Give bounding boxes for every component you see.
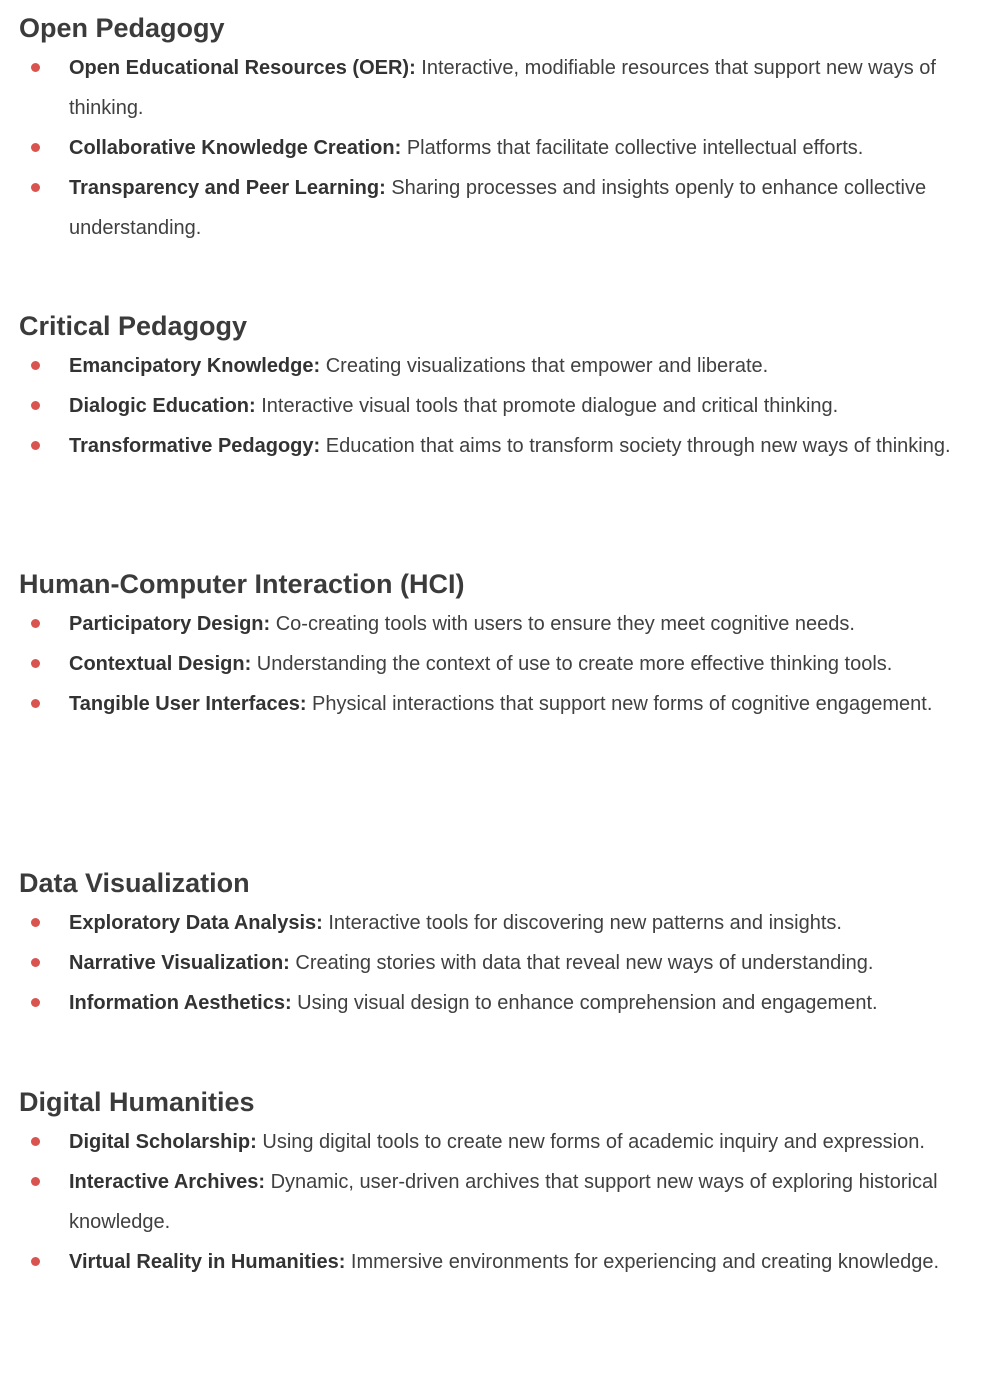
item-text: Creating stories with data that reveal new ways of understanding. <box>289 952 874 974</box>
section-title: Human-Computer Interaction (HCI) <box>19 569 465 599</box>
item-term: Contextual Design: <box>69 653 252 675</box>
item-term: Open Educational Resources (OER): <box>69 57 416 79</box>
item-term: Information Aesthetics: <box>69 992 292 1014</box>
list-item <box>19 128 968 168</box>
item-text: Creating visualizations that empower and liberate. <box>320 355 769 377</box>
list-item <box>19 983 968 1023</box>
list-item <box>19 168 968 248</box>
bullet-icon <box>31 401 40 410</box>
bullet-list <box>19 346 968 466</box>
bullet-icon <box>31 183 40 192</box>
bullet-icon <box>31 441 40 450</box>
list-item <box>19 346 968 386</box>
item-text: Sharing processes and insights openly to enhance collective understanding. <box>69 177 927 239</box>
list-item <box>19 684 968 724</box>
section-title: Open Pedagogy <box>19 13 225 43</box>
list-item <box>19 943 968 983</box>
item-text: Interactive, modifiable resources that support new ways of thinking. <box>69 57 936 119</box>
list-item <box>19 48 968 128</box>
list-item <box>19 604 968 644</box>
bullet-icon <box>31 699 40 708</box>
item-text: Physical interactions that support new forms of cognitive engagement. <box>306 693 933 715</box>
list-item <box>19 386 968 426</box>
section-digital-humanities <box>19 1082 968 1282</box>
item-term: Interactive Archives: <box>69 1171 266 1193</box>
item-text: Education that aims to transform society through new ways of thinking. <box>320 435 951 457</box>
bullet-list <box>19 48 968 248</box>
list-item <box>19 1242 968 1282</box>
section-title: Critical Pedagogy <box>19 311 248 341</box>
item-term: Emancipatory Knowledge: <box>69 355 321 377</box>
item-text: Platforms that facilitate collective intellectual efforts. <box>401 137 864 159</box>
bullet-list <box>19 903 968 1023</box>
item-text: Interactive visual tools that promote dialogue and critical thinking. <box>255 395 839 417</box>
bullet-icon <box>31 63 40 72</box>
list-item <box>19 903 968 943</box>
bullet-icon <box>31 1177 40 1186</box>
section-title: Digital Humanities <box>19 1087 255 1117</box>
bullet-list <box>19 1122 968 1282</box>
list-item <box>19 644 968 684</box>
list-item <box>19 1122 968 1162</box>
section-hci <box>19 564 968 863</box>
item-term: Dialogic Education: <box>69 395 256 417</box>
item-term: Transformative Pedagogy: <box>69 435 321 457</box>
list-item <box>19 1162 968 1242</box>
bullet-icon <box>31 659 40 668</box>
item-text: Interactive tools for discovering new patterns and insights. <box>322 912 842 934</box>
item-term: Collaborative Knowledge Creation: <box>69 137 402 159</box>
item-term: Digital Scholarship: <box>69 1131 257 1153</box>
bullet-icon <box>31 918 40 927</box>
item-term: Narrative Visualization: <box>69 952 290 974</box>
item-term: Virtual Reality in Humanities: <box>69 1251 346 1273</box>
item-text: Understanding the context of use to create more effective thinking tools. <box>251 653 893 675</box>
section-data-visualization <box>19 863 968 1082</box>
bullet-icon <box>31 1257 40 1266</box>
item-text: Dynamic, user-driven archives that support new ways of exploring historical knowledge. <box>69 1171 938 1233</box>
bullet-list <box>19 604 968 724</box>
list-item <box>19 426 968 466</box>
item-term: Tangible User Interfaces: <box>69 693 307 715</box>
item-term: Exploratory Data Analysis: <box>69 912 323 934</box>
item-term: Participatory Design: <box>69 613 271 635</box>
bullet-icon <box>31 1137 40 1146</box>
section-open-pedagogy <box>19 8 968 306</box>
item-text: Immersive environments for experiencing and creating knowledge. <box>345 1251 940 1273</box>
bullet-icon <box>31 361 40 370</box>
item-text: Co-creating tools with users to ensure they meet cognitive needs. <box>270 613 855 635</box>
item-text: Using visual design to enhance comprehension and engagement. <box>291 992 878 1014</box>
bullet-icon <box>31 619 40 628</box>
item-text: Using digital tools to create new forms of academic inquiry and expression. <box>256 1131 925 1153</box>
section-title: Data Visualization <box>19 868 250 898</box>
bullet-icon <box>31 998 40 1007</box>
section-critical-pedagogy <box>19 306 968 564</box>
item-term: Transparency and Peer Learning: <box>69 177 386 199</box>
bullet-icon <box>31 958 40 967</box>
bullet-icon <box>31 143 40 152</box>
